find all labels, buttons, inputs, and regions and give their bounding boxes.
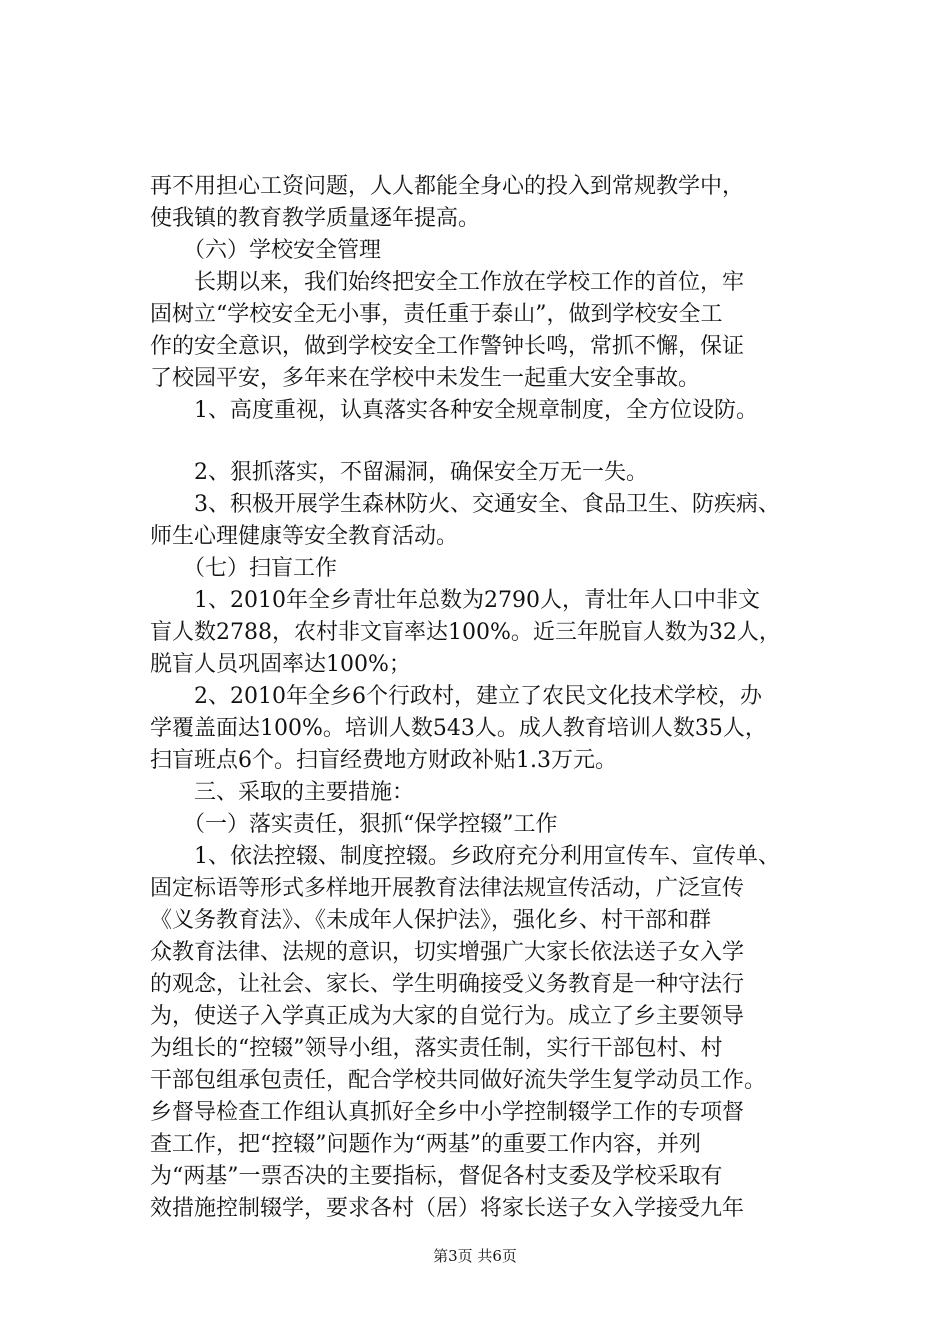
- text-line: 干部包组承包责任，配合学校共同做好流失学生复学动员工作。: [150, 1068, 767, 1093]
- text-line: 使我镇的教育教学质量逐年提高。: [150, 206, 481, 231]
- text-line: 3、积极开展学生森林防火、交通安全、食品卫生、防疾病、: [150, 492, 780, 517]
- text-line: 扫盲班点6个。扫盲经费地方财政补贴1.3万元。: [150, 748, 617, 773]
- text-line: 为“两基”一票否决的主要指标，督促各村支委及学校采取有: [150, 1164, 723, 1189]
- text-line: 学覆盖面达100%。培训人数543人。成人教育培训人数35人，: [150, 716, 767, 741]
- text-line: 脱盲人员巩固率达100%；: [150, 652, 411, 677]
- text-line: 2、2010年全乡6个行政村，建立了农民文化技术学校，办: [150, 684, 762, 709]
- text-line: 《义务教育法》、《未成年人保护法》，强化乡、村干部和群: [150, 908, 712, 933]
- text-line: 查工作，把“控辍”问题作为“两基”的重要工作内容，并列: [150, 1132, 701, 1157]
- text-line: 作的安全意识，做到学校安全工作警钟长鸣，常抓不懈，保证: [150, 334, 745, 359]
- text-line: 众教育法律、法规的意识，切实增强广大家长依法送子女入学: [150, 940, 745, 965]
- text-line: 师生心理健康等安全教育活动。: [150, 524, 459, 549]
- text-line: 为组长的“控辍”领导小组，落实责任制，实行干部包村、村: [150, 1036, 723, 1061]
- document-body: [150, 171, 850, 1225]
- text-line: （七）扫盲工作: [150, 556, 338, 581]
- text-line: （一）落实责任，狠抓“保学控辍”工作: [150, 812, 558, 837]
- text-line: 的观念，让社会、家长、学生明确接受义务教育是一种守法行: [150, 972, 745, 997]
- page-footer: 第3页 共6页: [433, 1247, 517, 1265]
- text-line: 盲人数2788，农村非文盲率达100%。近三年脱盲人数为32人，: [150, 620, 781, 645]
- text-line: 固树立“学校安全无小事，责任重于泰山”，做到学校安全工: [150, 302, 723, 327]
- text-line: 乡督导检查工作组认真抓好全乡中小学控制辍学工作的专项督: [150, 1100, 745, 1125]
- text-line: 再不用担心工资问题，人人都能全身心的投入到常规教学中，: [150, 174, 745, 199]
- text-line: 2、狠抓落实，不留漏洞，确保安全万无一失。: [150, 460, 648, 485]
- text-line: 1、2010年全乡青壮年总数为2790人，青壮年人口中非文: [150, 588, 760, 613]
- text-line: 三、采取的主要措施：: [150, 780, 415, 805]
- text-line: 为，使送子入学真正成为大家的自觉行为。成立了乡主要领导: [150, 1004, 745, 1029]
- text-line: 了校园平安，多年来在学校中未发生一起重大安全事故。: [150, 366, 701, 391]
- text-line: 固定标语等形式多样地开展教育法律法规宣传活动，广泛宣传: [150, 876, 745, 901]
- blank-line: [150, 427, 850, 457]
- text-line: 长期以来，我们始终把安全工作放在学校工作的首位，牢: [150, 270, 745, 295]
- text-line: （六）学校安全管理: [150, 238, 382, 263]
- text-line: 1、高度重视，认真落实各种安全规章制度，全方位设防。: [150, 398, 758, 423]
- text-line: 1、依法控辍、制度控辍。乡政府充分利用宣传车、宣传单、: [150, 844, 780, 869]
- text-line: 效措施控制辍学，要求各村（居）将家长送子女入学接受九年: [150, 1196, 745, 1221]
